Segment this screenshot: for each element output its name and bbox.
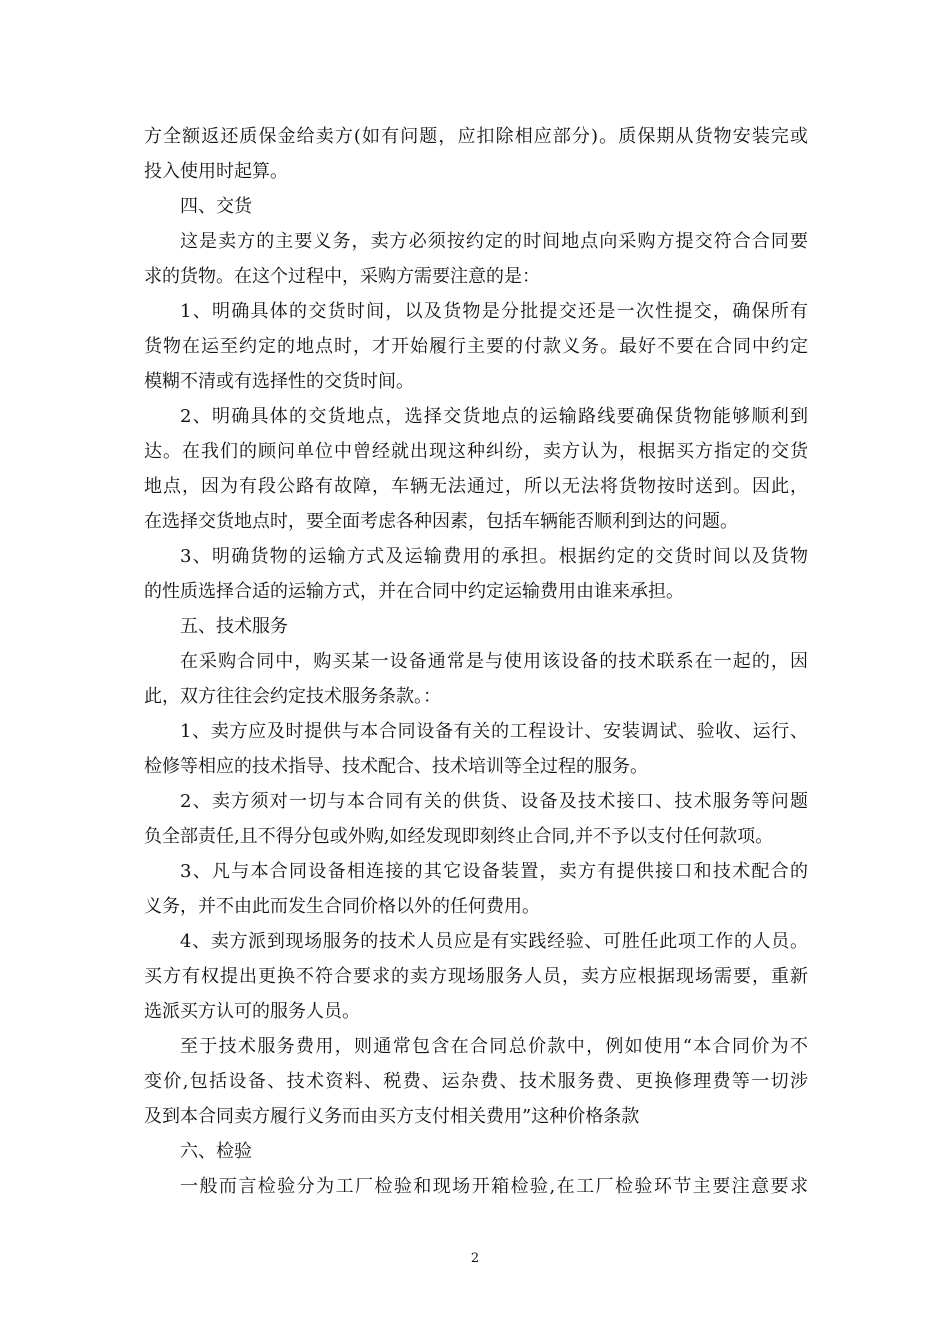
text-line: 在选择交货地点时，要全面考虑各种因素，包括车辆能否顺利到达的问题。: [144, 511, 738, 532]
text-line: 1、卖方应及时提供与本合同设备有关的工程设计、安装调试、验收、运行、: [180, 721, 808, 742]
text-line: 货物在运至约定的地点时，才开始履行主要的付款义务。最好不要在合同中约定: [144, 336, 808, 357]
text-line: 地点，因为有段公路有故障，车辆无法通过，所以无法将货物按时送到。因此，: [144, 476, 808, 497]
text-line: 此，双方往往会约定技术服务条款。：: [144, 686, 441, 707]
text-line: 投入使用时起算。: [144, 161, 288, 182]
text-line: 义务，并不由此而发生合同价格以外的任何费用。: [144, 896, 540, 917]
text-line: 选派买方认可的服务人员。: [144, 1001, 360, 1022]
text-line: 至于技术服务费用，则通常包含在合同总价款中，例如使用“本合同价为不: [180, 1036, 808, 1057]
text-line: 1、明确具体的交货时间，以及货物是分批提交还是一次性提交，确保所有: [180, 301, 808, 322]
text-line: 2、明确具体的交货地点，选择交货地点的运输路线要确保货物能够顺利到: [180, 406, 808, 427]
text-line: 4、卖方派到现场服务的技术人员应是有实践经验、可胜任此项工作的人员。: [180, 931, 808, 952]
text-line: 3、凡与本合同设备相连接的其它设备装置，卖方有提供接口和技术配合的: [180, 861, 808, 882]
section-heading-inspection: 六、检验: [180, 1141, 252, 1162]
text-line: 及到本合同卖方履行义务而由买方支付相关费用”这种价格条款: [144, 1106, 640, 1127]
text-line: 求的货物。在这个过程中，采购方需要注意的是：: [144, 266, 540, 287]
text-line: 变价,包括设备、技术资料、税费、运杂费、技术服务费、更换修理费等一切涉: [144, 1071, 808, 1092]
text-line: 买方有权提出更换不符合要求的卖方现场服务人员，卖方应根据现场需要，重新: [144, 966, 808, 987]
text-line: 这是卖方的主要义务，卖方必须按约定的时间地点向采购方提交符合合同要: [180, 231, 808, 252]
text-line: 负全部责任,且不得分包或外购,如经发现即刻终止合同,并不予以支付任何款项。: [144, 826, 774, 847]
text-line: 的性质选择合适的运输方式，并在合同中约定运输费用由谁来承担。: [144, 581, 684, 602]
text-line: 检修等相应的技术指导、技术配合、技术培训等全过程的服务。: [144, 756, 648, 777]
text-line: 模糊不清或有选择性的交货时间。: [144, 371, 414, 392]
section-heading-delivery: 四、交货: [180, 196, 252, 217]
text-line: 达。在我们的顾问单位中曾经就出现这种纠纷，卖方认为，根据买方指定的交货: [144, 441, 808, 462]
text-line: 一般而言检验分为工厂检验和现场开箱检验,在工厂检验环节主要注意要求: [180, 1176, 808, 1197]
section-heading-technical-service: 五、技术服务: [180, 616, 288, 637]
page-number: 2: [470, 1251, 480, 1266]
text-line: 3、明确货物的运输方式及运输费用的承担。根据约定的交货时间以及货物: [180, 546, 808, 567]
text-line: 2、卖方须对一切与本合同有关的供货、设备及技术接口、技术服务等问题: [180, 791, 808, 812]
text-line: 在采购合同中，购买某一设备通常是与使用该设备的技术联系在一起的，因: [180, 651, 808, 672]
text-line: 方全额返还质保金给卖方(如有问题，应扣除相应部分)。质保期从货物安装完或: [144, 126, 808, 147]
